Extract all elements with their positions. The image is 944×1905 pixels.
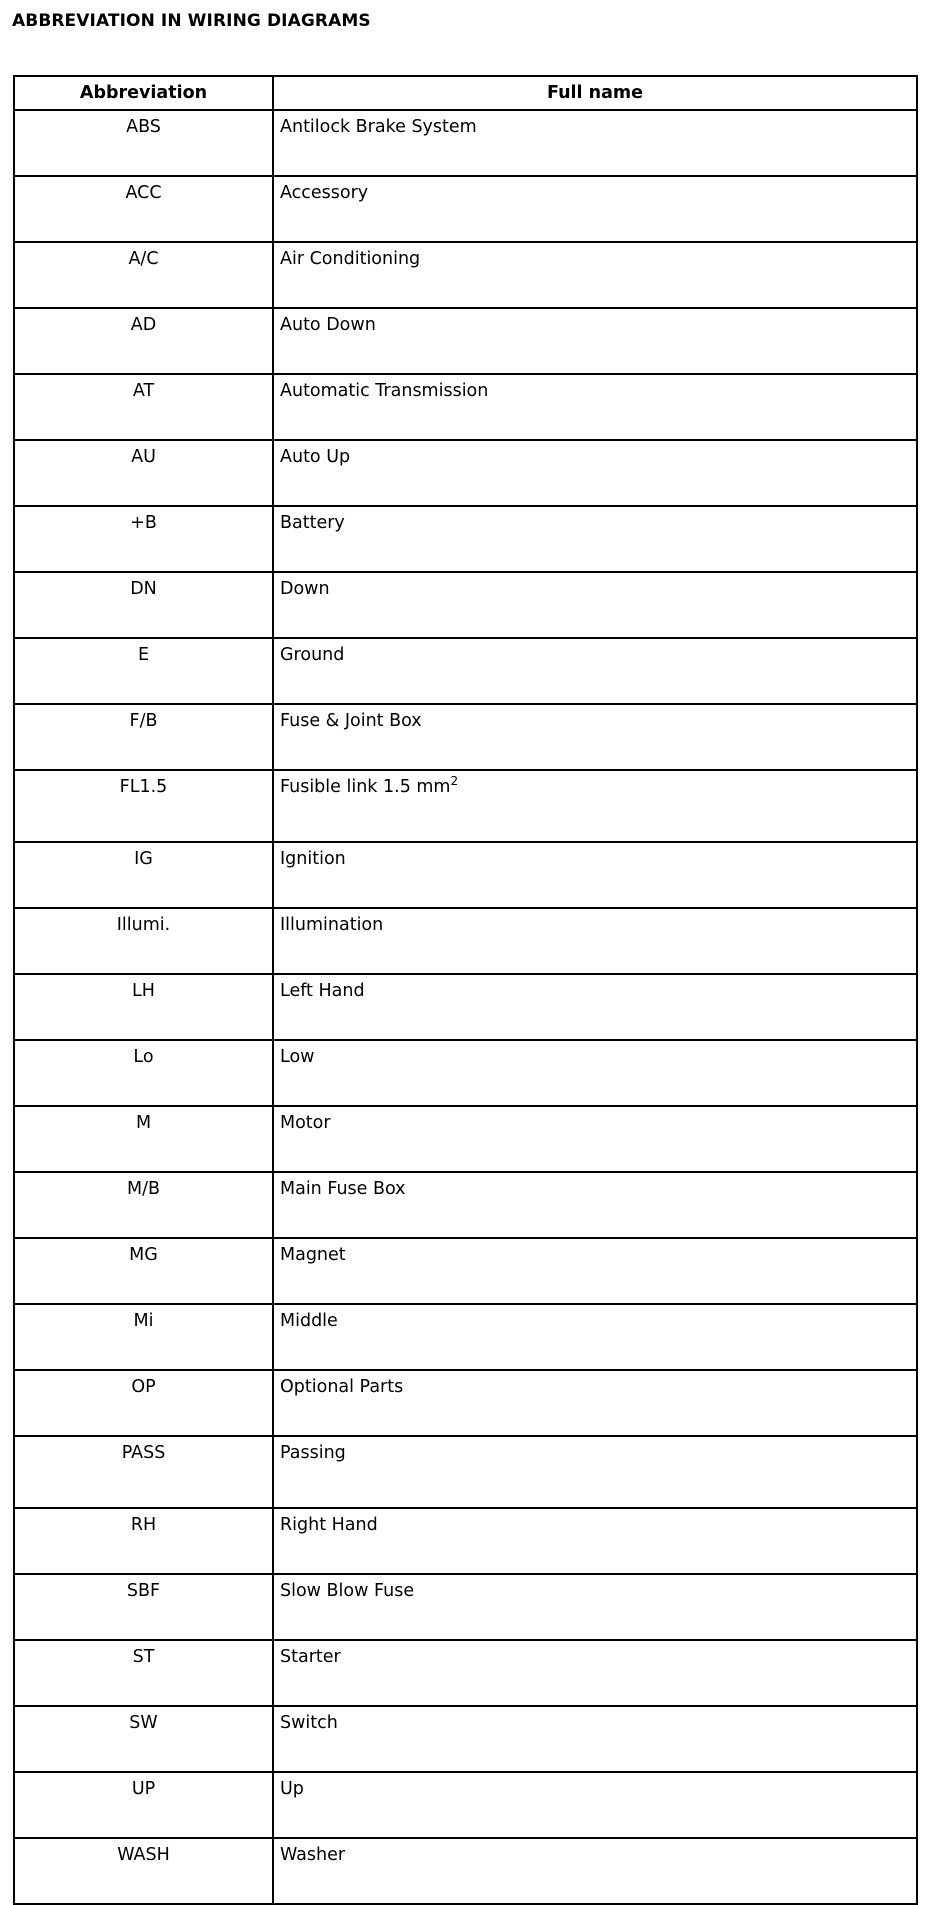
header-abbreviation: Abbreviation — [14, 76, 273, 110]
full-name-text: Left Hand — [280, 981, 365, 1001]
table-row — [14, 1838, 917, 1904]
full-name-text: Washer — [280, 1845, 346, 1865]
abbreviation-cell: AD — [14, 308, 273, 374]
full-name-cell — [273, 242, 917, 308]
abbreviation-cell: A/C — [14, 242, 273, 308]
table-row — [14, 1370, 917, 1436]
abbreviation-cell: UP — [14, 1772, 273, 1838]
full-name-text: Middle — [280, 1311, 338, 1331]
abbreviation-cell: SW — [14, 1706, 273, 1772]
table-row — [14, 1640, 917, 1706]
table-row — [14, 506, 917, 572]
full-name-cell — [273, 1706, 917, 1772]
full-name-cell — [273, 704, 917, 770]
full-name-cell — [273, 1304, 917, 1370]
full-name-text: Illumination — [280, 915, 384, 935]
full-name-cell — [273, 1172, 917, 1238]
table-row — [14, 572, 917, 638]
full-name-cell — [273, 908, 917, 974]
abbreviation-cell: LH — [14, 974, 273, 1040]
full-name-cell — [273, 974, 917, 1040]
abbreviation-cell: MG — [14, 1238, 273, 1304]
full-name-cell — [273, 1040, 917, 1106]
full-name-text: Auto Down — [280, 315, 376, 335]
table-row — [14, 908, 917, 974]
table-row — [14, 1040, 917, 1106]
full-name-cell — [273, 1574, 917, 1640]
full-name-cell — [273, 770, 917, 842]
table-body — [14, 110, 917, 1904]
full-name-text: Ignition — [280, 849, 346, 869]
full-name-cell — [273, 572, 917, 638]
full-name-text: Fuse & Joint Box — [280, 711, 422, 731]
table-row — [14, 1706, 917, 1772]
full-name-cell — [273, 1436, 917, 1508]
table-row — [14, 1172, 917, 1238]
abbreviation-cell: FL1.5 — [14, 770, 273, 842]
table-row — [14, 242, 917, 308]
full-name-cell — [273, 308, 917, 374]
abbreviation-cell: DN — [14, 572, 273, 638]
full-name-cell — [273, 1838, 917, 1904]
table-row — [14, 842, 917, 908]
abbreviation-cell: RH — [14, 1508, 273, 1574]
full-name-cell — [273, 1772, 917, 1838]
full-name-text: Up — [280, 1779, 304, 1799]
full-name-text: Fusible link 1.5 mm — [280, 777, 451, 797]
abbreviation-cell: ABS — [14, 110, 273, 176]
abbreviation-cell: +B — [14, 506, 273, 572]
full-name-text: Ground — [280, 645, 345, 665]
full-name-cell — [273, 842, 917, 908]
abbreviation-cell: ACC — [14, 176, 273, 242]
table-header-row — [14, 76, 917, 110]
full-name-cell — [273, 176, 917, 242]
header-full-name: Full name — [273, 76, 917, 110]
table-row — [14, 1508, 917, 1574]
abbreviation-cell: SBF — [14, 1574, 273, 1640]
abbreviation-table — [13, 75, 918, 1905]
table-row — [14, 638, 917, 704]
document-title: ABBREVIATION IN WIRING DIAGRAMS — [12, 11, 371, 31]
table-row — [14, 1106, 917, 1172]
table-row — [14, 374, 917, 440]
full-name-cell — [273, 506, 917, 572]
abbreviation-cell: AT — [14, 374, 273, 440]
abbreviation-cell: IG — [14, 842, 273, 908]
full-name-cell — [273, 440, 917, 506]
full-name-text: Passing — [280, 1443, 346, 1463]
table-row — [14, 440, 917, 506]
table-row — [14, 176, 917, 242]
full-name-text: Battery — [280, 513, 345, 533]
table-row — [14, 110, 917, 176]
full-name-text: Main Fuse Box — [280, 1179, 406, 1199]
abbreviation-cell: WASH — [14, 1838, 273, 1904]
table-row — [14, 308, 917, 374]
full-name-text: Switch — [280, 1713, 338, 1733]
table-row — [14, 1304, 917, 1370]
full-name-cell — [273, 1238, 917, 1304]
abbreviation-cell: F/B — [14, 704, 273, 770]
abbreviation-cell: PASS — [14, 1436, 273, 1508]
full-name-text: Accessory — [280, 183, 369, 203]
abbreviation-cell: E — [14, 638, 273, 704]
superscript: 2 — [450, 774, 459, 788]
full-name-text: Antilock Brake System — [280, 117, 477, 137]
full-name-cell — [273, 638, 917, 704]
full-name-text: Down — [280, 579, 330, 599]
abbreviation-cell: M — [14, 1106, 273, 1172]
full-name-text: Air Conditioning — [280, 249, 421, 269]
abbreviation-cell: OP — [14, 1370, 273, 1436]
table-row — [14, 1772, 917, 1838]
table-row — [14, 1436, 917, 1508]
table-row — [14, 1574, 917, 1640]
full-name-text: Low — [280, 1047, 315, 1067]
abbreviation-cell: AU — [14, 440, 273, 506]
full-name-text: Magnet — [280, 1245, 346, 1265]
full-name-text: Auto Up — [280, 447, 351, 467]
full-name-cell — [273, 1508, 917, 1574]
full-name-text: Automatic Transmission — [280, 381, 489, 401]
table-row — [14, 770, 917, 842]
full-name-cell — [273, 1106, 917, 1172]
full-name-cell — [273, 374, 917, 440]
full-name-cell — [273, 110, 917, 176]
full-name-cell — [273, 1640, 917, 1706]
abbreviation-cell: ST — [14, 1640, 273, 1706]
abbreviation-cell: M/B — [14, 1172, 273, 1238]
table-row — [14, 1238, 917, 1304]
table-row — [14, 974, 917, 1040]
full-name-cell — [273, 1370, 917, 1436]
abbreviation-cell: Lo — [14, 1040, 273, 1106]
table-row — [14, 704, 917, 770]
full-name-text: Starter — [280, 1647, 341, 1667]
full-name-text: Right Hand — [280, 1515, 378, 1535]
abbreviation-cell: Mi — [14, 1304, 273, 1370]
abbreviation-cell: Illumi. — [14, 908, 273, 974]
full-name-text: Motor — [280, 1113, 331, 1133]
full-name-text: Optional Parts — [280, 1377, 404, 1397]
full-name-text: Slow Blow Fuse — [280, 1581, 415, 1601]
